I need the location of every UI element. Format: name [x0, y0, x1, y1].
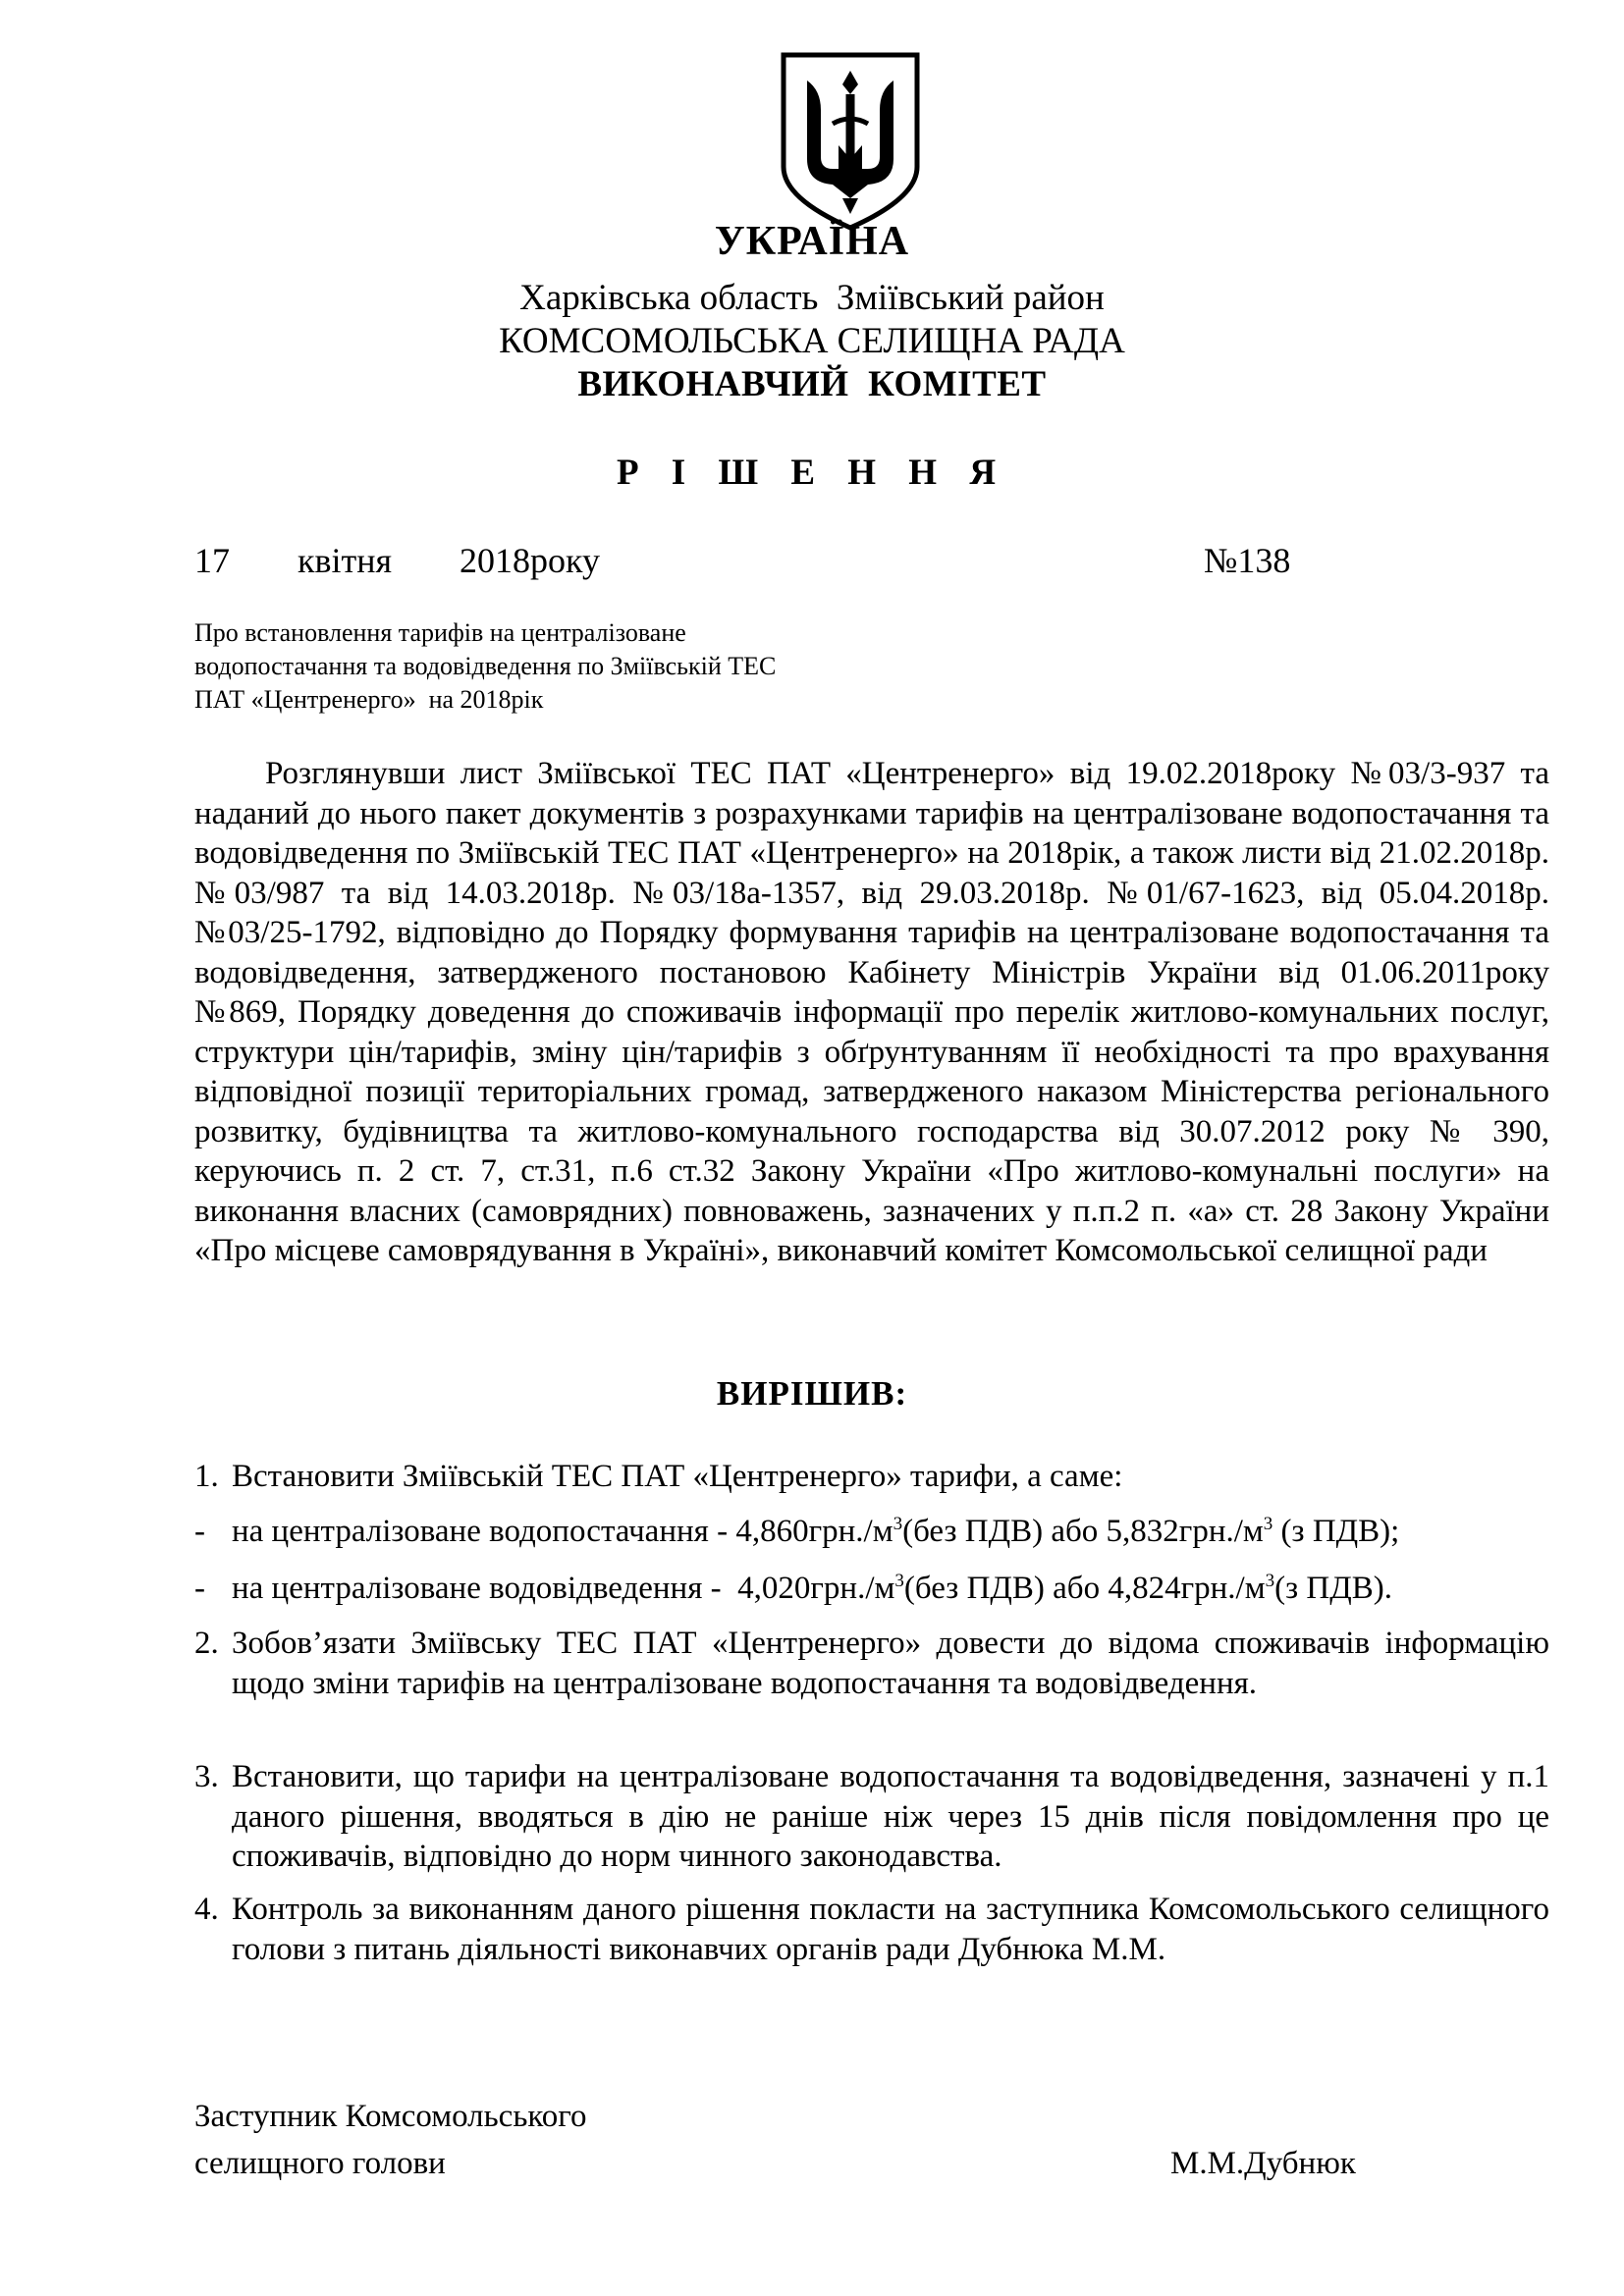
decision-item-2 [194, 1624, 1549, 1703]
document-type-heading: Р І Ш Е Н Н Я [616, 453, 1008, 493]
tariff-gross-price: 4,824грн./м [1108, 1571, 1266, 1606]
tariff-service: на централізоване водопостачання - [232, 1514, 736, 1549]
region-line: Харківська область Зміївський район [519, 278, 1105, 318]
item-text: Зобов’язати Зміївську ТЕС ПАТ «Центренерго» довести до відома споживачів інформацію щодо зміни тарифів на централізоване водопостачання та водовідведення. [232, 1626, 1549, 1701]
unit-superscript: 3 [1263, 1514, 1273, 1534]
subject-line: водопостачання та водовідведення по Зміївській ТЕС [194, 652, 777, 680]
tariff-net-note: (без ПДВ) або [902, 1514, 1107, 1549]
tariff-service: на централізоване водовідведення - [232, 1571, 738, 1606]
signer-title-line: Заступник Комсомольського [194, 2099, 587, 2134]
decision-item-1 [194, 1457, 1549, 1497]
tariff-line-wastewater [194, 1569, 1549, 1609]
item-number: 4. [194, 1892, 219, 1927]
tariff-gross-note: (з ПДВ); [1272, 1514, 1400, 1549]
tariff-net-price: 4,020грн./м [737, 1571, 895, 1606]
item-number: 3. [194, 1759, 219, 1794]
tariff-gross-note: (з ПДВ). [1274, 1571, 1392, 1606]
decision-number: №138 [1204, 541, 1291, 580]
subject-line: ПАТ «Центренерго» на 2018рік [194, 685, 544, 714]
committee-name: ВИКОНАВЧИЙ КОМІТЕТ [577, 364, 1047, 404]
item-text: Встановити Зміївській ТЕС ПАТ «Центренерго» тарифи, а саме: [232, 1459, 1123, 1494]
list-dash: - [194, 1514, 205, 1549]
signer-title [194, 2093, 586, 2187]
decision-item-3 [194, 1757, 1549, 1877]
item-text: Контроль за виконанням даного рішення покласти на заступника Комсомольського селищного голови з питань діяльності виконавчих органів ради Дубнюка М.М. [232, 1892, 1549, 1967]
tariff-net-note: (без ПДВ) або [903, 1571, 1109, 1606]
tariff-line-water-supply [194, 1512, 1549, 1552]
decision-item-4 [194, 1890, 1549, 1969]
country-title: УКРАЇНА [714, 219, 910, 264]
council-name: КОМСОМОЛЬСЬКА СЕЛИЩНА РАДА [499, 321, 1125, 361]
unit-superscript: 3 [1265, 1571, 1275, 1591]
item-text: Встановити, що тарифи на централізоване водопостачання та водовідведення, зазначені у п.1 даного рішення, вводяться в дію не раніше ніж через 15 днів після повідомлення про це споживачів, відповідно до норм чинного законодавства. [232, 1759, 1549, 1874]
preamble-paragraph: Розглянувши лист Зміївської ТЕС ПАТ «Центренерго» від 19.02.2018року №03/3-937 та наданий до нього пакет документів з розрахунками тарифів на централізоване водопостачання та водовідведення по Зміївській ТЕС ПАТ «Центренерго» на 2018рік, а також листи від 21.02.2018р. №03/987 та від 14.03.2018р. №03/18а-1357, від 29.03.2018р. №01/67-1623, від 05.04.2018р. №03/25-1792, відповідно до Порядку формування тарифів на централізоване водопостачання та водовідведення, затвердженого постановою Кабінету Міністрів України від 01.06.2011року №869, Порядку доведення до споживачів інформації про перелік житлово-комунальних послуг, структури цін/тарифів, зміну цін/тарифів з обґрунтуванням її необхідності та про врахування відповідної позиції територіальних громад, затвердженого наказом Міністерства регіонального розвитку, будівництва та житлово-комунального господарства від 30.07.2012 року № 390, керуючись п. 2 ст. 7, ст.31, п.6 ст.32 Закону України «Про житлово-комунальні послуги» на виконання власних (самоврядних) повноважень, зазначених у п.п.2 п. «а» ст. 28 Закону України «Про місцеве самоврядування в Україні», виконавчий комітет Комсомольської селищної ради [194, 756, 1549, 1268]
tariff-net-price: 4,860грн./м [735, 1514, 893, 1549]
subject-line: Про встановлення тарифів на централізоване [194, 618, 686, 647]
decided-heading: ВИРІШИВ: [716, 1374, 908, 1413]
decision-subject [194, 616, 776, 717]
trident-coat-of-arms-icon [778, 51, 923, 232]
item-number: 2. [194, 1626, 219, 1661]
unit-superscript: 3 [893, 1514, 903, 1534]
unit-superscript: 3 [894, 1571, 904, 1591]
signer-title-line: селищного голови [194, 2146, 446, 2181]
item-number: 1. [194, 1459, 219, 1494]
list-dash: - [194, 1571, 205, 1606]
signer-name: М.М.Дубнюк [1170, 2146, 1356, 2181]
decision-date: 17 квітня 2018року [194, 541, 601, 580]
tariff-gross-price: 5,832грн./м [1106, 1514, 1264, 1549]
